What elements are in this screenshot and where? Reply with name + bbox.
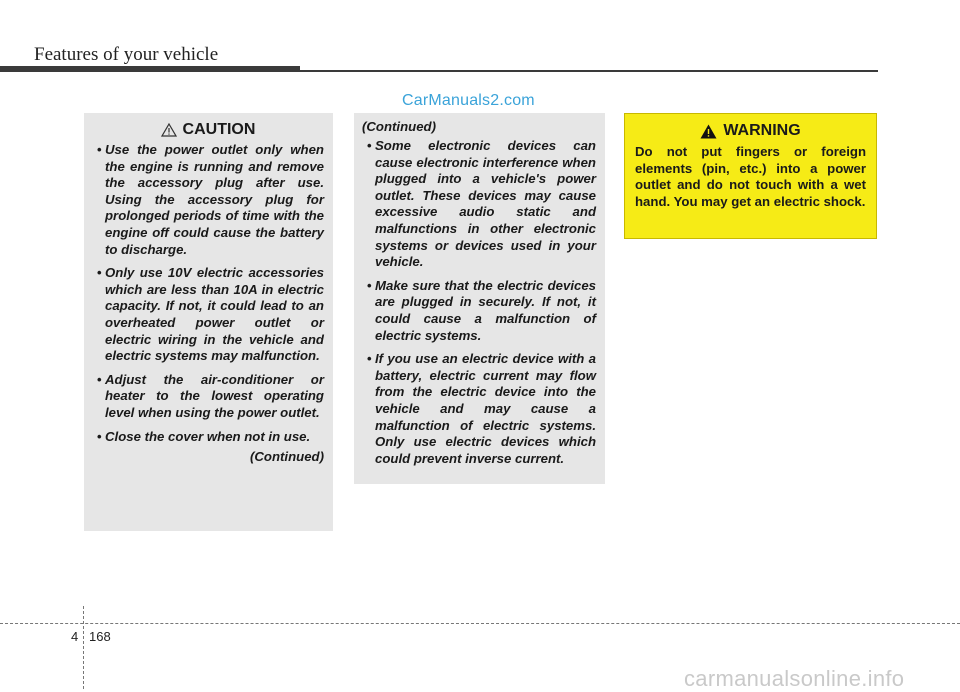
watermark-link[interactable]: CarManuals2.com <box>402 92 535 109</box>
list-item: • Only use 10V electric accessories which are less than 10A in electric capacity. If not, it could lead to an overheated power outlet or electric wiring in the vehicle and electric systems may malfunction. <box>92 265 324 365</box>
site-watermark: carmanualsonline.info <box>684 666 905 691</box>
footer-rule <box>0 623 960 624</box>
chapter-number: 4 <box>71 629 79 644</box>
warning-title: WARNING <box>723 122 801 139</box>
caution-title: CAUTION <box>182 121 256 138</box>
list-item: • Use the power outlet only when the engine is running and remove the accessory plug after use. Using the accessory plug for prolonged periods of time with the engine off could cause the battery to discharge. <box>92 142 324 258</box>
warning-box <box>624 113 877 239</box>
caution-box <box>84 113 333 531</box>
caution-heading <box>92 121 324 139</box>
list-item: • Some electronic devices can cause electronic interference when plugged into a vehicle's power outlet. These devices may cause excessive audio static and malfunctions in other electronic systems or devices used in your vehicle. <box>362 138 596 271</box>
footer-vertical-rule <box>83 606 84 689</box>
header-rule-thick <box>0 66 300 72</box>
header-rule-thin <box>300 70 878 72</box>
caution-continued-box <box>354 113 605 484</box>
list-item: • If you use an electric device with a battery, electric current may flow from the electric device into the vehicle and may cause a malfunction of electric systems. Only use electric devices which could prevent inverse current. <box>362 351 596 467</box>
page-header-title: Features of your vehicle <box>34 44 219 65</box>
list-item: • Make sure that the electric devices are plugged in securely. If not, it could cause a malfunction of electric systems. <box>362 278 596 344</box>
warning-text: Do not put fingers or foreign elements (pin, etc.) into a power outlet and do not touch with a wet hand. You may get an electric shock. <box>635 144 866 209</box>
caution-triangle-icon <box>161 123 177 137</box>
continued-list <box>362 138 596 467</box>
warning-triangle-icon <box>700 124 717 139</box>
list-item: • Adjust the air-conditioner or heater to the lowest operating level when using the power outlet. <box>92 372 324 422</box>
caution-continued: (Continued) <box>250 449 324 465</box>
caution-list <box>92 142 324 445</box>
list-item: • Close the cover when not in use. <box>92 429 324 446</box>
continued-label: (Continued) <box>362 119 436 134</box>
page-number: 168 <box>89 629 111 644</box>
warning-heading <box>635 122 866 140</box>
